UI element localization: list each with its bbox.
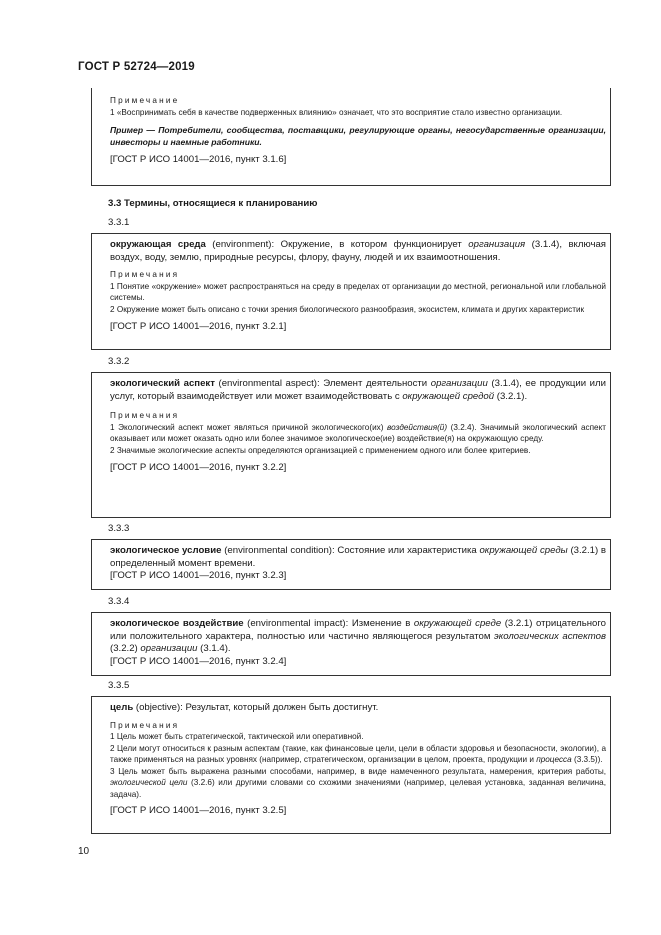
example: Пример — Потребители, сообщества, поставщики, регулирующие органы, негосударственные организации, инвесторы и наемные работники. xyxy=(110,125,606,147)
note-1: 1 Понятие «окружение» может распространяться на среду в пределах от организации до местной, региональной или глобальной системы. xyxy=(110,281,606,302)
term-box-environmental-aspect xyxy=(91,372,611,518)
definition-text: (3.1.4), включая воздух, воду, землю, природные ресурсы, флору, фауну, людей и их взаимоотношения. xyxy=(110,239,606,263)
definition-text: (environmental impact): Изменение в xyxy=(243,618,414,629)
term-box-environmental-condition xyxy=(91,539,611,590)
definition-text: (3.1.4), ее продукции или услуг, который взаимодействует или может взаимодействовать с xyxy=(110,378,606,402)
definition-text: (3.2.1) отрицательного или положительного характера, полностью или частично являющегося результатом xyxy=(110,618,606,642)
note-label: Примечания xyxy=(110,720,180,730)
definition xyxy=(110,239,606,264)
note-3 xyxy=(110,766,606,801)
definition xyxy=(110,378,606,403)
term: цель xyxy=(110,702,134,713)
reference: [ГОСТ Р ИСО 14001—2016, пункт 3.1.6] xyxy=(110,154,287,165)
note-2: 2 Значимые экологические аспекты определяются организацией с применением одного или более критериев. xyxy=(110,445,531,455)
clause-number: 3.3.5 xyxy=(108,680,130,691)
clause-number: 3.3.2 xyxy=(108,356,130,367)
term-reference: окружающей среде xyxy=(413,618,502,629)
term-reference: экологических аспектов xyxy=(494,630,606,642)
note-1 xyxy=(110,422,606,445)
reference: [ГОСТ Р ИСО 14001—2016, пункт 3.2.4] xyxy=(110,655,287,667)
definition xyxy=(110,545,606,570)
note-2: 2 Окружение может быть описано с точки зрения биологического разнообразия, экосистем, климата и других характеристик xyxy=(110,304,585,314)
note-2 xyxy=(110,743,606,766)
note-label: Примечания xyxy=(110,411,180,420)
note-label: Примечание xyxy=(110,96,180,105)
definition-text: (objective): Результат, который должен быть достигнут. xyxy=(133,702,379,713)
note-text: (3.2.4). Значимый экологический аспект оказывает или может оказать одно или более значимое экологическое(ие) воздействие(я) на окружающую среду. xyxy=(110,422,606,443)
page-number: 10 xyxy=(78,846,90,857)
note-text: 3 Цель может быть выражена разными способами, например, в виде намеченного результата, намерения, критерия работы, xyxy=(110,766,606,776)
note-text: 2 Цели могут относиться к разным аспектам (такие, как финансовые цели, цели в области здоровья и безопасности, экологии), а также применяться на разных уровнях (например, стратегическом, организации в целом, проекта, продукции и xyxy=(110,743,606,764)
term-reference: экологической цели xyxy=(110,778,188,787)
clause-number: 3.3.1 xyxy=(108,217,130,228)
term-reference: окружающей средой xyxy=(402,390,495,402)
clause-number: 3.3.4 xyxy=(108,596,130,607)
definition-text: (3.1.4). xyxy=(197,643,231,654)
section-title: 3.3 Термины, относящиеся к планированию xyxy=(108,198,318,209)
term-reference: организация xyxy=(468,239,526,250)
term-reference: организации xyxy=(140,643,198,654)
definition-text: (environmental condition): Состояние или характеристика xyxy=(221,545,480,556)
term-box-objective xyxy=(91,696,611,834)
definition-text: (3.2.1) в определенный момент времени. xyxy=(110,545,607,569)
term-reference: процесса xyxy=(536,755,572,764)
continued-term-box xyxy=(91,88,611,186)
note-label: Примечания xyxy=(110,270,180,279)
note-1: 1 Цель может быть стратегической, тактической или оперативной. xyxy=(110,732,364,741)
reference: [ГОСТ Р ИСО 14001—2016, пункт 3.2.1] xyxy=(110,321,287,332)
term-box-environment xyxy=(91,233,611,350)
definition xyxy=(110,702,606,715)
term: экологическое условие xyxy=(110,545,222,556)
reference: [ГОСТ Р ИСО 14001—2016, пункт 3.2.2] xyxy=(110,462,287,473)
note-text: (3.3.5)). xyxy=(571,755,603,764)
term-reference: организации xyxy=(430,378,488,389)
definition-text: (3.2.1). xyxy=(494,390,528,402)
term-box-environmental-impact xyxy=(91,612,611,676)
note-text: 1 Экологический аспект может являться причиной экологического(их) xyxy=(110,422,388,432)
definition xyxy=(110,618,606,656)
term: окружающая среда xyxy=(110,239,206,250)
reference: [ГОСТ Р ИСО 14001—2016, пункт 3.2.5] xyxy=(110,805,287,816)
term-reference: окружающей среды xyxy=(479,545,568,556)
definition-text: (environmental aspect): Элемент деятельности xyxy=(214,378,431,389)
definition-text: (environment): Окружение, в котором функционирует xyxy=(205,239,469,250)
term: экологическое воздействие xyxy=(110,618,244,629)
note-text: (3.2.6) или другими словами со схожими значениями (например, целевая установка, заданная величина, задача). xyxy=(110,778,606,799)
note-1: 1 «Воспринимать себя в качестве подверженных влиянию» означает, что это восприятие стало известно организации. xyxy=(110,107,563,117)
clause-number: 3.3.3 xyxy=(108,523,130,534)
definition-text: (3.2.2) xyxy=(110,643,141,654)
document-header: ГОСТ Р 52724—2019 xyxy=(78,61,195,73)
term: экологический аспект xyxy=(110,378,215,389)
term-reference: воздействия(й) xyxy=(387,422,448,432)
reference: [ГОСТ Р ИСО 14001—2016, пункт 3.2.3] xyxy=(110,570,287,581)
